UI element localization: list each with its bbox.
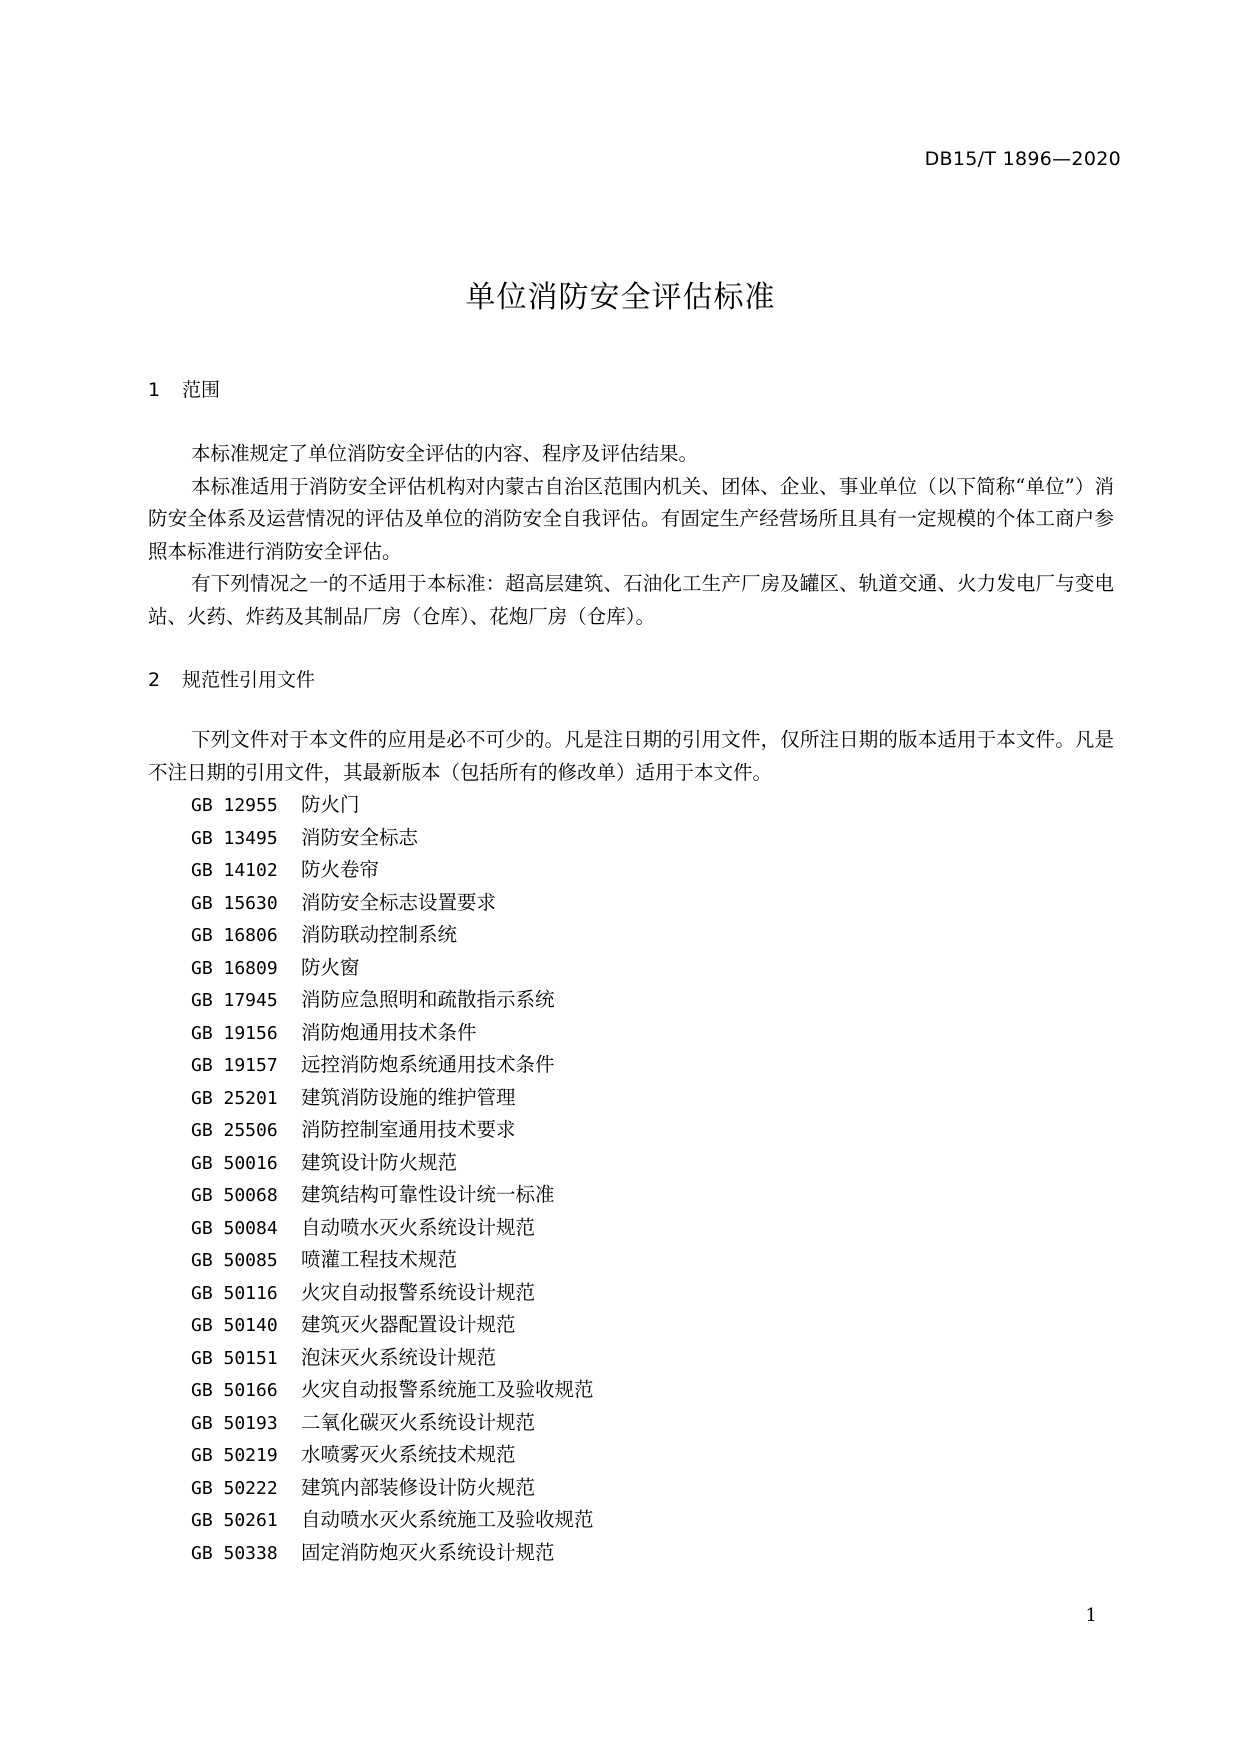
reference-code: GB 50166 xyxy=(191,1380,278,1401)
reference-code: GB 50222 xyxy=(191,1477,278,1499)
reference-title: 消防控制室通用技术要求 xyxy=(301,1118,516,1141)
reference-item xyxy=(191,1244,594,1277)
reference-item xyxy=(191,1049,594,1082)
reference-title: 消防应急照明和疏散指示系统 xyxy=(301,988,555,1011)
reference-title: 泡沫灭火系统设计规范 xyxy=(301,1345,497,1369)
reference-item xyxy=(191,1439,594,1472)
reference-item xyxy=(191,1082,594,1115)
reference-title: 水喷雾灭火系统技术规范 xyxy=(301,1443,516,1466)
reference-code: GB 50193 xyxy=(191,1412,278,1434)
section-2-number: 2 xyxy=(148,669,161,691)
reference-code: GB 19157 xyxy=(191,1055,278,1076)
reference-code: GB 50016 xyxy=(191,1152,278,1174)
reference-title: 自动喷水灭火系统施工及验收规范 xyxy=(301,1508,594,1531)
reference-item xyxy=(191,952,594,985)
reference-title: 消防安全标志 xyxy=(301,825,419,849)
reference-title: 防火窗 xyxy=(301,955,360,979)
reference-item xyxy=(191,1147,594,1180)
reference-title: 防火卷帘 xyxy=(301,858,380,881)
section-2-body xyxy=(148,724,1114,789)
reference-title: 防火门 xyxy=(301,793,360,816)
reference-title: 建筑内部装修设计防火规范 xyxy=(301,1475,536,1499)
reference-code: GB 50140 xyxy=(191,1315,278,1336)
reference-title: 建筑结构可靠性设计统一标准 xyxy=(301,1183,555,1206)
reference-item xyxy=(191,1374,594,1407)
section-2-intro: 下列文件对于本文件的应用是必不可少的。凡是注日期的引用文件，仅所注日期的版本适用于本文件。凡是不注日期的引用文件，其最新版本（包括所有的修改单）适用于本文件。 xyxy=(148,728,1114,784)
reference-title: 火灾自动报警系统施工及验收规范 xyxy=(301,1378,594,1401)
reference-code: GB 16809 xyxy=(191,957,278,979)
reference-code: GB 25201 xyxy=(191,1087,278,1109)
reference-title: 建筑设计防火规范 xyxy=(301,1150,458,1174)
reference-item xyxy=(191,1309,594,1342)
reference-item xyxy=(191,854,594,887)
reference-code: GB 50068 xyxy=(191,1185,278,1206)
reference-item xyxy=(191,1342,594,1375)
reference-item xyxy=(191,1212,594,1245)
reference-item xyxy=(191,789,594,822)
reference-item xyxy=(191,1017,594,1050)
reference-code: GB 15630 xyxy=(191,892,278,914)
reference-code: GB 17945 xyxy=(191,990,278,1011)
reference-item xyxy=(191,984,594,1017)
reference-code: GB 50261 xyxy=(191,1510,278,1531)
reference-title: 二氧化碳灭火系统设计规范 xyxy=(301,1410,536,1434)
reference-title: 消防炮通用技术条件 xyxy=(301,1020,477,1044)
section-1-body xyxy=(148,438,1114,633)
reference-code: GB 50116 xyxy=(191,1282,278,1304)
section-1-number: 1 xyxy=(148,379,161,401)
standard-code: DB15/T 1896—2020 xyxy=(924,148,1121,170)
page-number: 1 xyxy=(1085,1605,1097,1626)
reference-code: GB 50084 xyxy=(191,1217,278,1239)
reference-item xyxy=(191,919,594,952)
reference-item xyxy=(191,1407,594,1440)
reference-item xyxy=(191,1504,594,1537)
section-1-paragraph: 本标准规定了单位消防安全评估的内容、程序及评估结果。 xyxy=(191,442,699,465)
reference-item xyxy=(191,822,594,855)
reference-item xyxy=(191,1277,594,1310)
reference-item xyxy=(191,1179,594,1212)
section-1-heading xyxy=(148,375,220,402)
section-2-heading xyxy=(148,665,315,692)
reference-title: 自动喷水灭火系统设计规范 xyxy=(301,1215,536,1239)
reference-title: 建筑消防设施的维护管理 xyxy=(301,1085,516,1109)
reference-item xyxy=(191,1537,594,1570)
reference-title: 消防安全标志设置要求 xyxy=(301,890,497,914)
reference-code: GB 25506 xyxy=(191,1120,278,1141)
section-1-paragraph: 本标准适用于消防安全评估机构对内蒙古自治区范围内机关、团体、企业、事业单位（以下简称“单位”）消防安全体系及运营情况的评估及单位的消防安全自我评估。有固定生产经营场所且具有一定规模的个体工商户参照本标准进行消防安全评估。 xyxy=(148,474,1114,563)
section-1-title: 范围 xyxy=(182,379,221,401)
reference-code: GB 50338 xyxy=(191,1542,278,1564)
reference-item xyxy=(191,887,594,920)
reference-code: GB 16806 xyxy=(191,925,278,946)
document-title: 单位消防安全评估标准 xyxy=(465,280,776,315)
reference-title: 建筑灭火器配置设计规范 xyxy=(301,1313,516,1336)
reference-title: 远控消防炮系统通用技术条件 xyxy=(301,1053,555,1076)
reference-code: GB 50219 xyxy=(191,1445,278,1466)
section-2-title: 规范性引用文件 xyxy=(182,669,316,691)
reference-code: GB 13495 xyxy=(191,827,278,849)
reference-item xyxy=(191,1472,594,1505)
reference-item xyxy=(191,1114,594,1147)
reference-code: GB 12955 xyxy=(191,795,278,816)
section-1-paragraph: 有下列情况之一的不适用于本标准：超高层建筑、石油化工生产厂房及罐区、轨道交通、火力发电厂与变电站、火药、炸药及其制品厂房（仓库）、花炮厂房（仓库）。 xyxy=(148,572,1114,628)
reference-title: 火灾自动报警系统设计规范 xyxy=(301,1280,536,1304)
reference-code: GB 19156 xyxy=(191,1022,278,1044)
reference-code: GB 14102 xyxy=(191,860,278,881)
normative-reference-list xyxy=(191,789,594,1569)
reference-code: GB 50085 xyxy=(191,1250,278,1271)
reference-code: GB 50151 xyxy=(191,1347,278,1369)
reference-title: 喷灌工程技术规范 xyxy=(301,1248,458,1271)
reference-title: 固定消防炮灭火系统设计规范 xyxy=(301,1540,555,1564)
reference-title: 消防联动控制系统 xyxy=(301,923,458,946)
